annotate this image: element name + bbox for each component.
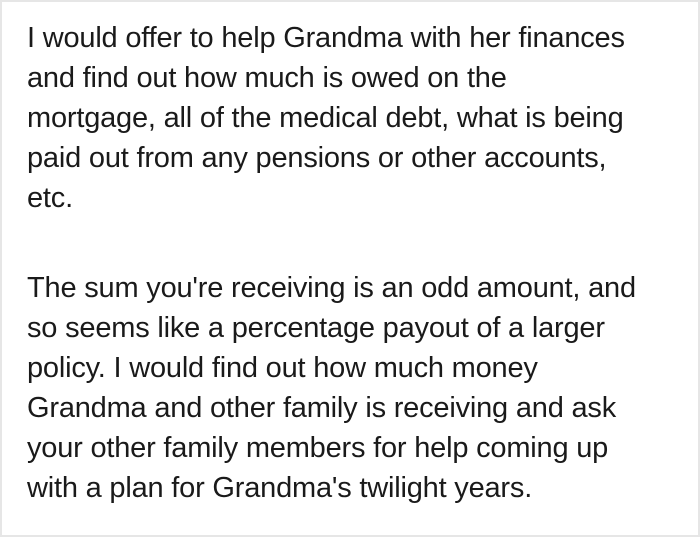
paragraph-1 [27, 18, 688, 218]
text-line: I would offer to help Grandma with her finances [27, 22, 625, 54]
text-line: with a plan for Grandma's twilight years. [27, 472, 533, 504]
text-line: and find out how much is owed on the [27, 62, 507, 94]
text-line: etc. [27, 182, 73, 214]
text-line: mortgage, all of the medical debt, what is being [27, 102, 624, 134]
text-line: Grandma and other family is receiving and ask [27, 392, 617, 424]
text-line: so seems like a percentage payout of a larger [27, 312, 605, 344]
paragraph-2 [27, 268, 688, 508]
text-line: policy. I would find out how much money [27, 352, 538, 384]
text-line: The sum you're receiving is an odd amount, and [27, 272, 636, 304]
comment-text [27, 18, 688, 508]
text-line: your other family members for help coming up [27, 432, 609, 464]
text-line: paid out from any pensions or other accounts, [27, 142, 607, 174]
